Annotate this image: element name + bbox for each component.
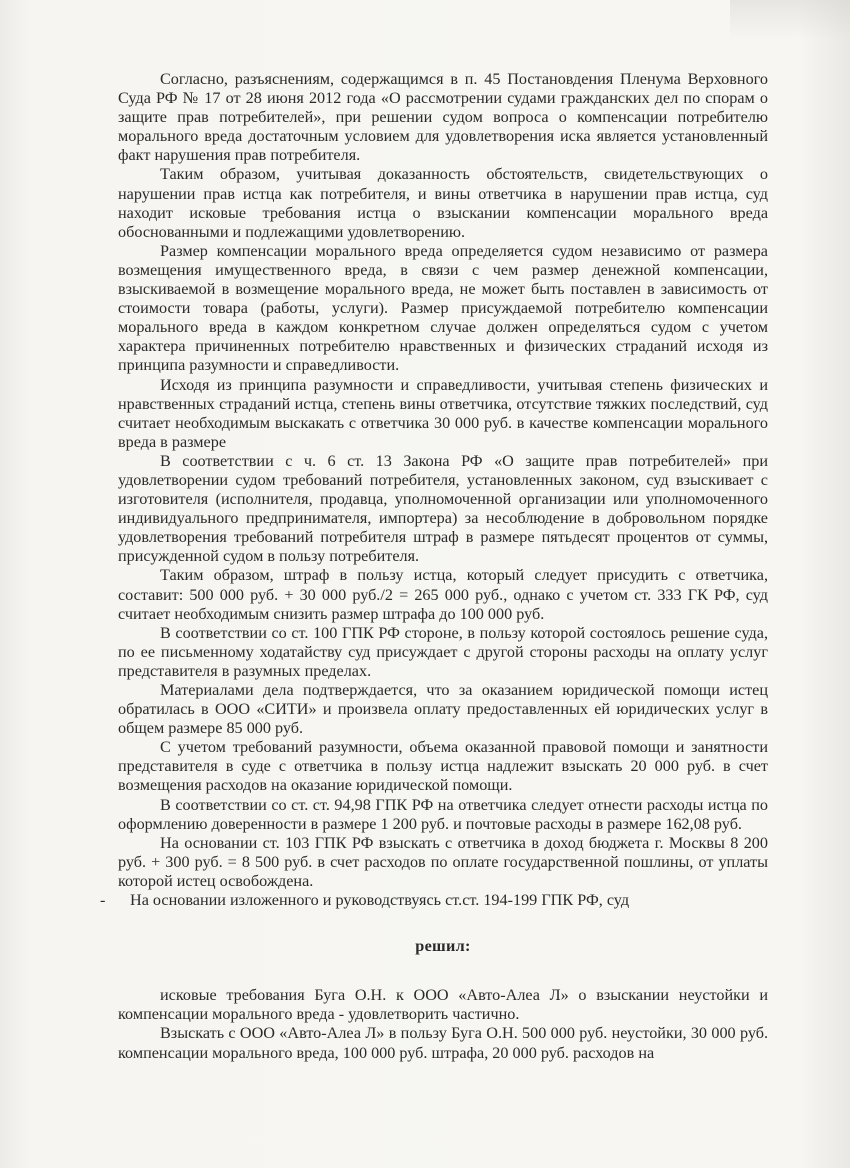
paragraph: Таким образом, штраф в пользу истца, который следует присудить с ответчика, составит: 500 000 руб. + 30 000 руб./2 = 265 000 руб., однако с учетом ст. 333 ГК РФ, суд считает необходимым снизить размер штрафа до 100 000 руб.	[118, 566, 768, 623]
paragraph: Размер компенсации морального вреда определяется судом независимо от размера возмещения имущественного вреда, в связи с чем размер денежной компенсации, взыскиваемой в возмещение морального вреда, не может быть поставлен в зависимость от стоимости товара (работы, услуги). Размер присуждаемой потребителю компенсации морального вреда в каждом конкретном случае должен определяться судом с учетом характера причиненных потребителю нравственных и физических страданий исходя из принципа разумности и справедливости.	[118, 241, 768, 375]
paragraph: Материалами дела подтверждается, что за оказанием юридической помощи истец обратилась в ООО «СИТИ» и произвела оплату предоставленных ей юридических услуг в общем размере 85 000 руб.	[118, 681, 768, 738]
bullet-text: На основании изложенного и руководствуясь ст.ст. 194-199 ГПК РФ, суд	[130, 891, 630, 910]
decision-heading: решил:	[415, 937, 471, 956]
paragraph: В соответствии со ст. ст. 94,98 ГПК РФ на ответчика следует отнести расходы истца по оформлению доверенности в размере 1 200 руб. и почтовые расходы в размере 162,08 руб.	[118, 795, 768, 833]
paragraph: На основании ст. 103 ГПК РФ взыскать с ответчика в доход бюджета г. Москвы 8 200 руб. + 300 руб. = 8 500 руб. в счет расходов по оплате государственной пошлины, от уплаты которой истец освобождена.	[118, 833, 768, 890]
document-body	[100, 70, 768, 1063]
resolution-paragraph: Взыскать с ООО «Авто-Алеа Л» в пользу Буга О.Н. 500 000 руб. неустойки, 30 000 руб. компенсации морального вреда, 100 000 руб. штрафа, 20 000 руб. расходов на	[118, 1024, 768, 1062]
bullet-marker: -	[100, 891, 106, 910]
paragraph: Согласно, разъяснениям, содержащимся в п. 45 Постановдения Пленума Верховного Суда РФ № 17 от 28 июня 2012 года «О рассмотрении судами гражданских дел по спорам о защите прав потребителей», при решении судом вопроса о компенсации потребителю морального вреда достаточным условием для удовлетворения иска является установленный факт нарушения прав потребителя.	[118, 70, 768, 165]
bullet-paragraph	[90, 891, 768, 910]
paragraph: Таким образом, учитывая доказанность обстоятельств, свидетельствующих о нарушении прав истца как потребителя, и вины ответчика в нарушении прав истца, суд находит исковые требования истца о взыскании компенсации морального вреда обоснованными и подлежащими удовлетворению.	[118, 165, 768, 241]
paragraph: В соответствии со ст. 100 ГПК РФ стороне, в пользу которой состоялось решение суда, по ее письменному ходатайству суд присуждает с другой стороны расходы на оплату услуг представителя в разумных пределах.	[118, 623, 768, 680]
scan-shading	[730, 0, 850, 40]
paragraph: Исходя из принципа разумности и справедливости, учитывая степень физических и нравственных страданий истца, степень вины ответчика, отсутствие тяжких последствий, суд считает необходимым выскакать с ответчика 30 000 руб. в качестве компенсации морального вреда в размере	[118, 375, 768, 451]
resolution-paragraph: исковые требования Буга О.Н. к ООО «Авто-Алеа Л» о взыскании неустойки и компенсации морального вреда - удовлетворить частично.	[118, 986, 768, 1024]
paragraph: С учетом требований разумности, объема оказанной правовой помощи и занятности представителя в суде с ответчика в пользу истца надлежит взыскать 20 000 руб. в счет возмещения расходов на оказание юридической помощи.	[118, 738, 768, 795]
paragraph: В соответствии с ч. 6 ст. 13 Закона РФ «О защите прав потребителей» при удовлетворении судом требований потребителя, установленных законом, суд взыскивает с изготовителя (исполнителя, продавца, уполномоченной организации или уполномоченного индивидуального предпринимателя, импортера) за несоблюдение в добровольном порядке удовлетворения требований потребителя штраф в размере пятьдесят процентов от суммы, присужденной судом в пользу потребителя.	[118, 451, 768, 566]
